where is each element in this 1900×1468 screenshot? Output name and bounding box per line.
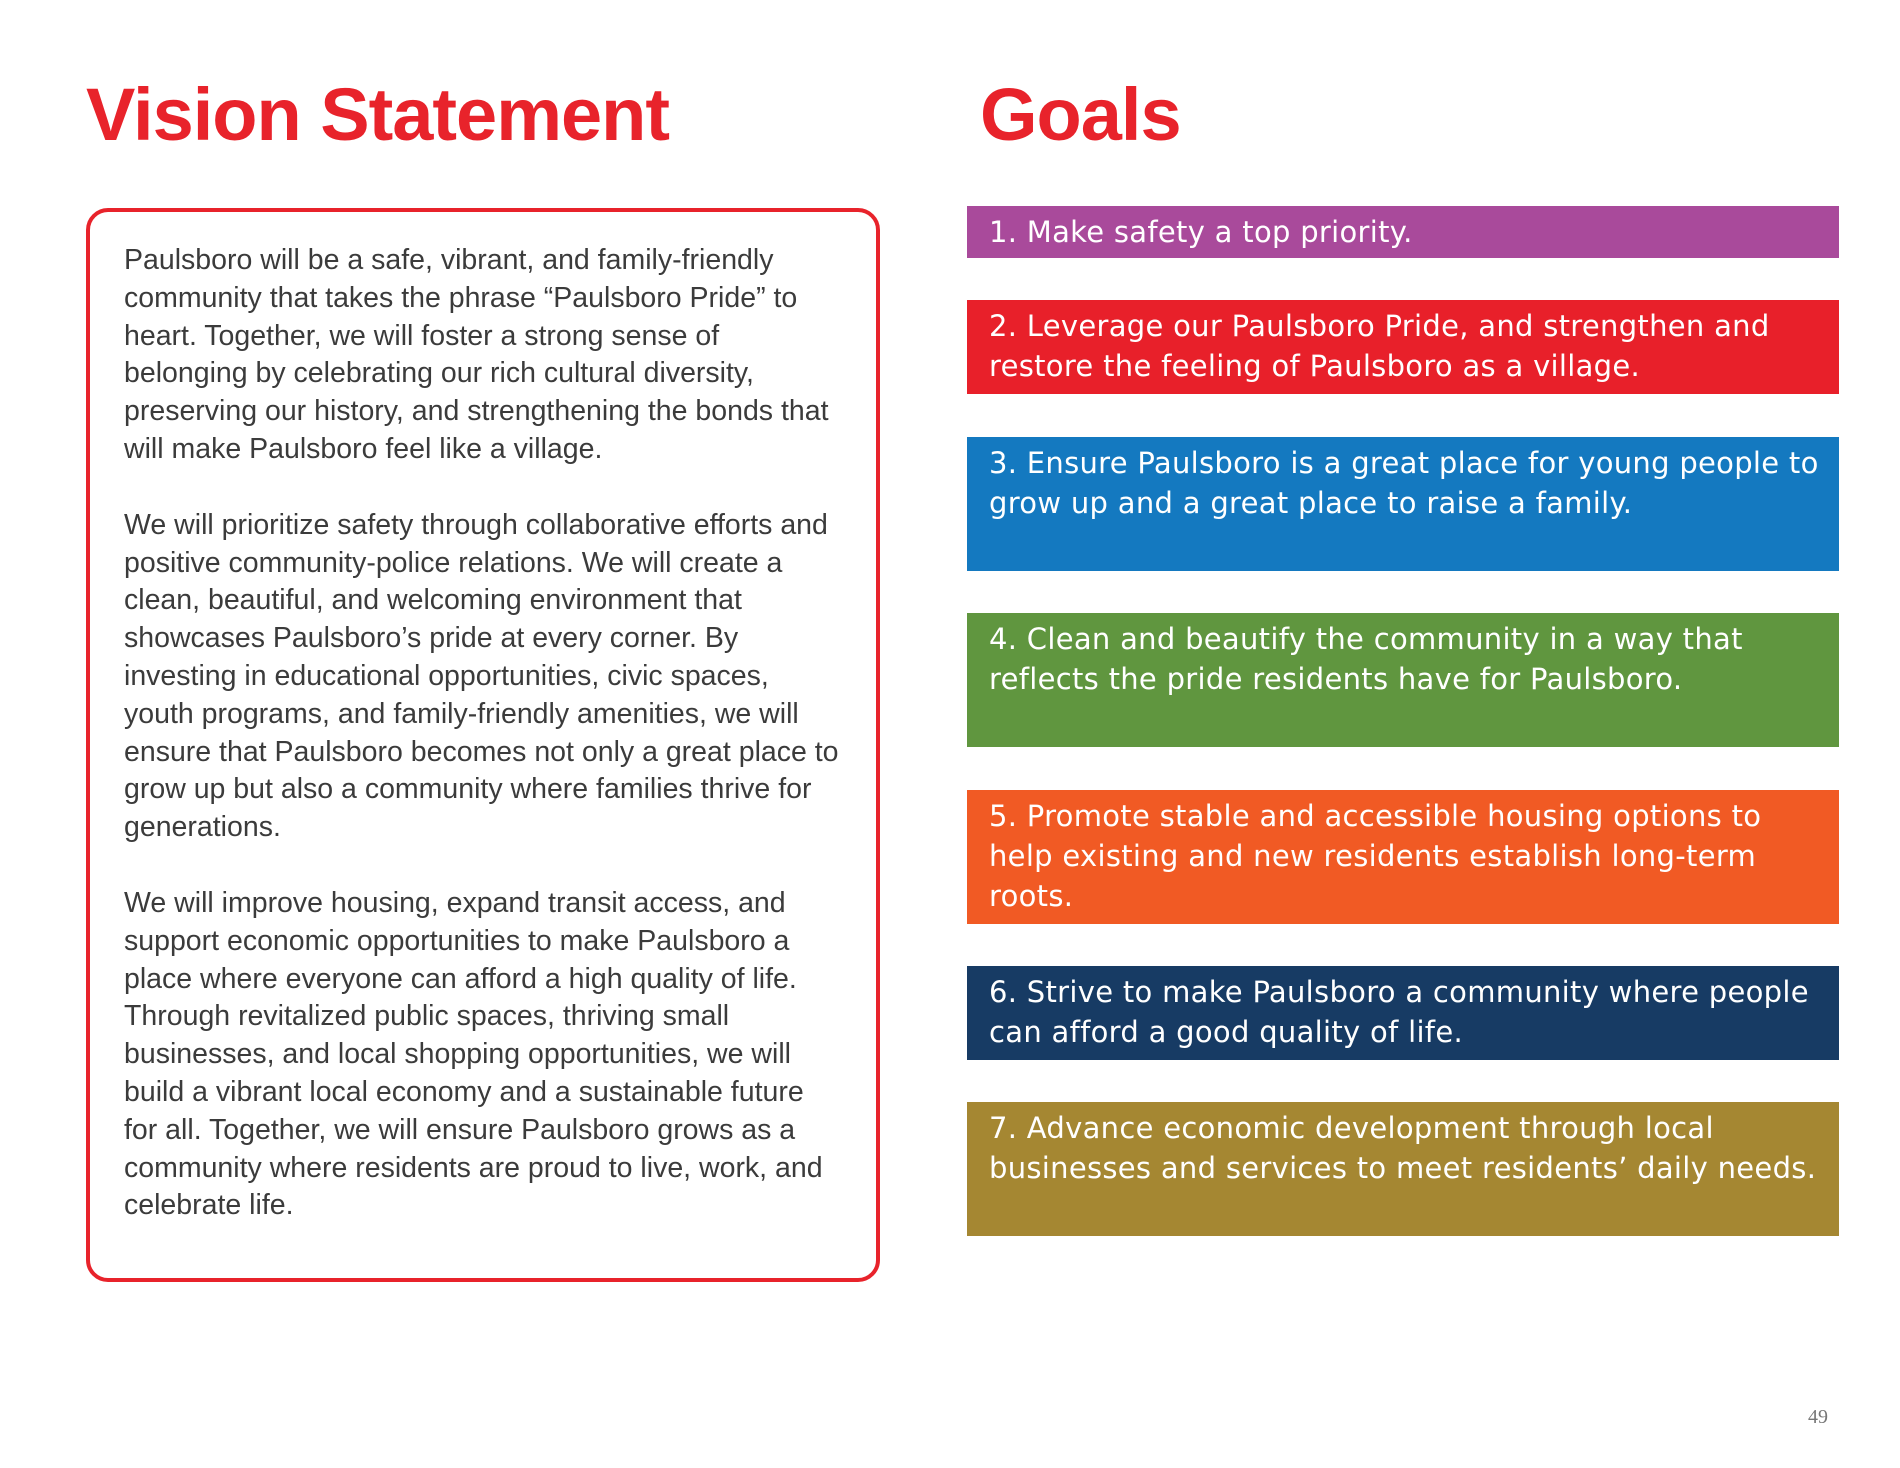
goal-2 (967, 300, 1839, 394)
goal-6-text: 6. Strive to make Paulsboro a community where people can afford a good quality of life. (989, 975, 1809, 1049)
vision-statement-title: Vision Statement (86, 73, 670, 156)
goal-4 (967, 613, 1839, 747)
goal-3-text: 3. Ensure Paulsboro is a great place for young people to grow up and a great place to raise a family. (989, 446, 1819, 520)
vision-paragraph-2: We will prioritize safety through collaborative efforts and positive community-police relations. We will create a clean, beautiful, and welcoming environment that showcases Paulsboro’s pride at every corner. By investing in educational opportunities, civic spaces, youth programs, and family-friendly amenities, we will ensure that Paulsboro becomes not only a great place to grow up but also a community where families thrive for generations. (124, 508, 839, 844)
vision-statement-box (86, 208, 880, 1282)
goal-1 (967, 206, 1839, 258)
vision-paragraph-1: Paulsboro will be a safe, vibrant, and family-friendly community that takes the phrase “Paulsboro Pride” to heart. Together, we will foster a strong sense of belonging by celebrating our rich cultural diversity, preserving our history, and strengthening the bonds that will make Paulsboro feel like a village. (124, 244, 829, 465)
goal-7-text: 7. Advance economic development through local businesses and services to meet residents’ daily needs. (989, 1111, 1817, 1185)
goal-5 (967, 790, 1839, 924)
goal-2-text: 2. Leverage our Paulsboro Pride, and strengthen and restore the feeling of Paulsboro as a village. (989, 309, 1770, 383)
vision-paragraph-3: We will improve housing, expand transit access, and support economic opportunities to make Paulsboro a place where everyone can afford a high quality of life. Through revitalized public spaces, thriving small businesses, and local shopping opportunities, we will build a vibrant local economy and a sustainable future for all. Together, we will ensure Paulsboro grows as a community where residents are proud to live, work, and celebrate life. (124, 886, 823, 1222)
goal-5-text: 5. Promote stable and accessible housing options to help existing and new residents establish long-term roots. (989, 799, 1762, 913)
goal-3 (967, 437, 1839, 571)
goal-6 (967, 966, 1839, 1060)
goal-7 (967, 1102, 1839, 1236)
goal-4-text: 4. Clean and beautify the community in a way that reflects the pride residents have for Paulsboro. (989, 622, 1743, 696)
page-number: 49 (1808, 1406, 1828, 1428)
goal-1-text: 1. Make safety a top priority. (989, 215, 1413, 249)
goals-title: Goals (980, 73, 1181, 156)
